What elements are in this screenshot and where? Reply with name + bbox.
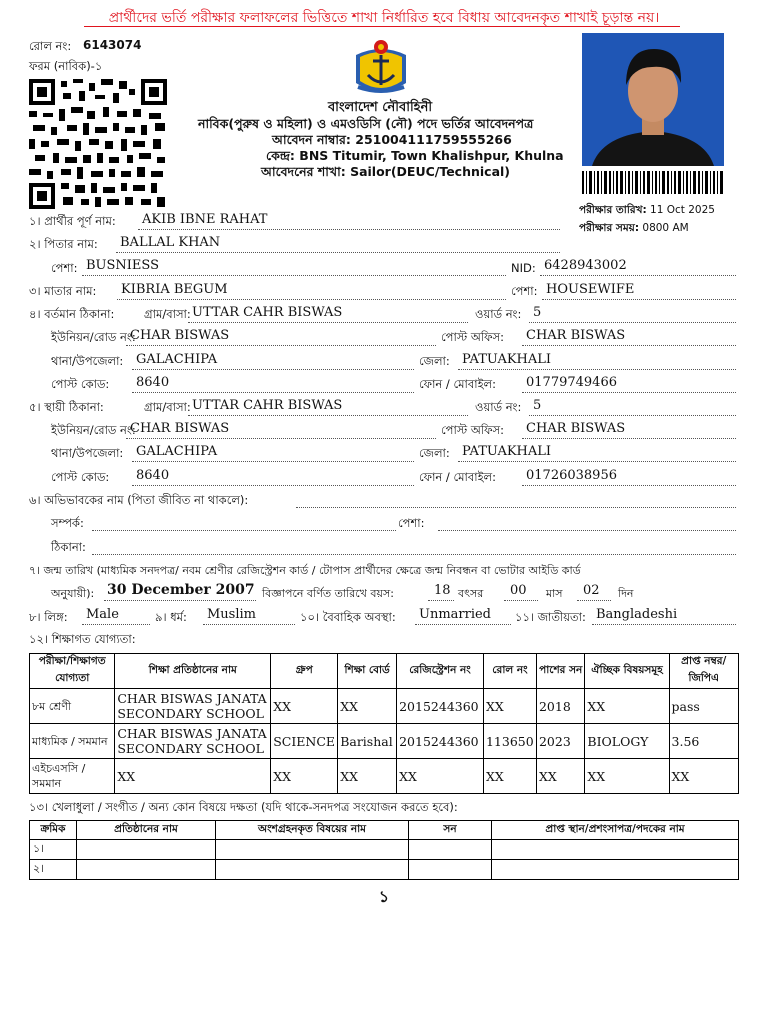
religion-value: Muslim bbox=[207, 607, 256, 622]
dotted-line bbox=[529, 322, 736, 323]
dotted-line bbox=[188, 322, 468, 323]
table-header: পরীক্ষা/শিক্ষাগত যোগ্যতা bbox=[30, 654, 115, 689]
table-cell: XX bbox=[585, 759, 669, 794]
permanent-thana-label: থানা/উপজেলা: bbox=[51, 446, 124, 460]
table-row bbox=[30, 689, 739, 724]
guardian-occupation-label: পেশা: bbox=[398, 516, 425, 530]
table-cell: XX bbox=[483, 689, 536, 724]
dotted-line bbox=[188, 415, 468, 416]
marital-status-label: ১০। বৈবাহিক অবস্থা: bbox=[300, 610, 396, 624]
nationality-value: Bangladeshi bbox=[596, 607, 678, 622]
table-header: পাশের সন bbox=[536, 654, 584, 689]
dotted-line bbox=[296, 507, 736, 508]
table-cell: pass bbox=[669, 689, 738, 724]
dotted-line bbox=[203, 624, 295, 625]
center-label: কেন্দ্র: bbox=[266, 148, 295, 163]
table-cell bbox=[492, 840, 739, 860]
dotted-line bbox=[132, 369, 414, 370]
table-cell: XX bbox=[483, 759, 536, 794]
table-cell: XX bbox=[397, 759, 484, 794]
dotted-line bbox=[504, 600, 538, 601]
dotted-line bbox=[529, 415, 736, 416]
table-row bbox=[30, 860, 739, 880]
present-po-label: পোস্ট অফিস: bbox=[441, 330, 505, 344]
table-cell bbox=[77, 840, 216, 860]
table-cell bbox=[409, 840, 492, 860]
present-phone: 01779749466 bbox=[526, 375, 617, 390]
table-cell: 113650 bbox=[483, 724, 536, 759]
present-district-label: জেলা: bbox=[419, 354, 450, 368]
present-village: UTTAR CAHR BISWAS bbox=[192, 305, 343, 320]
guardian-relation-label: সম্পর্ক: bbox=[51, 516, 84, 530]
applicant-photo bbox=[582, 33, 724, 166]
age-years-label: বৎসর bbox=[458, 587, 484, 600]
org-name: বাংলাদেশ নৌবাহিনী bbox=[327, 100, 433, 115]
dotted-line bbox=[116, 252, 560, 253]
table-header: রোল নং bbox=[483, 654, 536, 689]
permanent-postcode: 8640 bbox=[136, 468, 170, 483]
table-row bbox=[30, 724, 739, 759]
permanent-union: CHAR BISWAS bbox=[130, 421, 230, 436]
present-phone-label: ফোন / মোবাইল: bbox=[419, 377, 497, 391]
education-header-row bbox=[30, 654, 739, 689]
dotted-line bbox=[522, 485, 736, 486]
exam-date-label: পরীক্ষার তারিখ: bbox=[579, 204, 647, 216]
skills-table bbox=[29, 820, 739, 880]
table-cell: Barishal bbox=[338, 724, 397, 759]
birth-date-label: অনুযায়ী): bbox=[51, 587, 95, 600]
marital-status-value: Unmarried bbox=[419, 607, 492, 622]
permanent-address-label: ৫। স্থায়ী ঠিকানা: bbox=[29, 400, 104, 414]
nationality-label: ১১। জাতীয়তা: bbox=[515, 610, 586, 624]
dotted-line bbox=[522, 392, 736, 393]
permanent-phone-label: ফোন / মোবাইল: bbox=[419, 470, 497, 484]
age-days: 02 bbox=[583, 583, 600, 598]
table-header: প্রতিষ্ঠানের নাম bbox=[77, 821, 216, 840]
exam-date-value: 11 Oct 2025 bbox=[650, 204, 715, 216]
dotted-line bbox=[438, 530, 736, 531]
skills-label: ১৩। খেলাধুলা / সংগীত / অন্য কোন বিষয়ে দক্ষতা (যদি থাকে-সনদপত্র সংযোজন করতে হবে): bbox=[29, 800, 458, 814]
age-days-label: দিন bbox=[618, 587, 634, 600]
table-cell: 2018 bbox=[536, 689, 584, 724]
present-union-label: ইউনিয়ন/রোড নং: bbox=[51, 330, 136, 344]
branch-label: আবেদনের শাখা: bbox=[261, 164, 346, 179]
dotted-line bbox=[522, 438, 736, 439]
present-thana: GALACHIPA bbox=[136, 352, 218, 367]
table-row bbox=[30, 759, 739, 794]
exam-date bbox=[579, 203, 715, 220]
dotted-line bbox=[592, 624, 736, 625]
table-cell: CHAR BISWAS JANATA SECONDARY SCHOOL bbox=[115, 724, 271, 759]
education-label: ১২। শিক্ষাগত যোগ্যতা: bbox=[29, 632, 136, 646]
dotted-line bbox=[458, 461, 736, 462]
nid-label: NID: bbox=[511, 261, 536, 275]
nid-value: 6428943002 bbox=[544, 258, 627, 273]
birth-date-value: 30 December 2007 bbox=[107, 582, 255, 598]
mother-occupation-label: পেশা: bbox=[511, 284, 538, 298]
present-union: CHAR BISWAS bbox=[130, 328, 230, 343]
father-occupation: BUSNIESS bbox=[86, 258, 159, 273]
gender-label: ৮। লিঙ্গ: bbox=[29, 610, 68, 624]
permanent-village: UTTAR CAHR BISWAS bbox=[192, 398, 343, 413]
permanent-po-label: পোস্ট অফিস: bbox=[441, 423, 505, 437]
father-name: BALLAL KHAN bbox=[120, 235, 221, 250]
present-postcode-label: পোস্ট কোড: bbox=[51, 377, 110, 391]
skills-header-row bbox=[30, 821, 739, 840]
table-cell: XX bbox=[536, 759, 584, 794]
table-header: প্রাপ্ত স্থান/প্রশংসাপত্র/পদকের নাম bbox=[492, 821, 739, 840]
dotted-line bbox=[132, 485, 414, 486]
applicant-name: AKIB IBNE RAHAT bbox=[142, 212, 268, 227]
dotted-line bbox=[126, 345, 436, 346]
table-cell: CHAR BISWAS JANATA SECONDARY SCHOOL bbox=[115, 689, 271, 724]
permanent-thana: GALACHIPA bbox=[136, 444, 218, 459]
age-months: 00 bbox=[510, 583, 527, 598]
mother-occupation: HOUSEWIFE bbox=[546, 282, 635, 297]
present-ward-label: ওয়ার্ড নং: bbox=[475, 307, 522, 321]
birth-date-description: ৭। জন্ম তারিখ (মাধ্যমিক সনদপত্র/ নবম শ্রেণীর রেজিস্ট্রেশন কার্ড / টোপাস প্রার্থীদের ক্ষেত্রে জন্ম নিবন্ধন বা ভোটার আইডি কার্ড bbox=[29, 564, 581, 577]
father-occupation-label: পেশা: bbox=[51, 261, 78, 275]
exam-time-label: পরীক্ষার সময়: bbox=[579, 222, 640, 234]
dotted-line bbox=[117, 299, 506, 300]
mother-name: KIBRIA BEGUM bbox=[121, 282, 228, 297]
table-cell: ১। bbox=[30, 840, 77, 860]
dotted-line bbox=[415, 624, 511, 625]
permanent-phone: 01726038956 bbox=[526, 468, 617, 483]
dotted-line bbox=[132, 461, 414, 462]
page-number: ১ bbox=[378, 887, 390, 906]
roll-value: 6143074 bbox=[83, 38, 142, 52]
permanent-district-label: জেলা: bbox=[419, 446, 450, 460]
exam-time-value: 0800 AM bbox=[642, 222, 689, 234]
present-postcode: 8640 bbox=[136, 375, 170, 390]
table-header: ঐচ্ছিক বিষয়সমূহ bbox=[585, 654, 669, 689]
table-cell: XX bbox=[338, 689, 397, 724]
present-ward: 5 bbox=[533, 305, 542, 320]
table-cell bbox=[216, 840, 409, 860]
dotted-line bbox=[126, 438, 436, 439]
table-cell: ২। bbox=[30, 860, 77, 880]
dotted-line bbox=[428, 600, 454, 601]
gender-value: Male bbox=[86, 607, 119, 622]
qr-code bbox=[29, 79, 167, 209]
table-cell bbox=[409, 860, 492, 880]
table-cell: BIOLOGY bbox=[585, 724, 669, 759]
name-label: ১। প্রার্থীর পূর্ণ নাম: bbox=[29, 214, 116, 228]
barcode bbox=[582, 171, 724, 194]
dotted-line bbox=[92, 530, 396, 531]
form-label: ফরম (নাবিক)-১ bbox=[29, 59, 103, 73]
table-cell: XX bbox=[338, 759, 397, 794]
education-table bbox=[29, 653, 739, 794]
table-header: শিক্ষা বোর্ড bbox=[338, 654, 397, 689]
branch-value: Sailor(DEUC/Technical) bbox=[350, 164, 511, 179]
table-header: অংশগ্রহনকৃত বিষয়ের নাম bbox=[216, 821, 409, 840]
application-number: আবেদন নাম্বার: 251004111759555266 bbox=[272, 132, 512, 147]
table-cell: XX bbox=[585, 689, 669, 724]
present-post-office: CHAR BISWAS bbox=[526, 328, 626, 343]
age-months-label: মাস bbox=[546, 587, 563, 600]
dotted-line bbox=[82, 624, 150, 625]
navy-emblem-icon bbox=[352, 37, 410, 97]
dotted-line bbox=[138, 229, 560, 230]
dotted-line bbox=[82, 275, 506, 276]
table-header: গ্রুপ bbox=[271, 654, 338, 689]
table-cell: SCIENCE bbox=[271, 724, 338, 759]
guardian-address-label: ঠিকানা: bbox=[51, 540, 86, 554]
present-district: PATUAKHALI bbox=[462, 352, 552, 367]
dotted-line bbox=[458, 369, 736, 370]
table-cell: 2015244360 bbox=[397, 724, 484, 759]
table-header: রেজিস্ট্রেশন নং bbox=[397, 654, 484, 689]
age-label: বিজ্ঞাপনে বর্ণিত তারিখে বয়স: bbox=[262, 587, 394, 600]
table-header: প্রাপ্ত নম্বর/জিপিএ bbox=[669, 654, 738, 689]
roll-label: রোল নং: bbox=[29, 39, 72, 53]
table-cell: XX bbox=[115, 759, 271, 794]
present-thana-label: থানা/উপজেলা: bbox=[51, 354, 124, 368]
dotted-line bbox=[104, 600, 256, 601]
present-address-label: ৪। বর্তমান ঠিকানা: bbox=[29, 307, 115, 321]
table-cell: XX bbox=[271, 689, 338, 724]
dotted-line bbox=[577, 600, 611, 601]
religion-label: ৯। ধর্ম: bbox=[155, 610, 187, 624]
table-header: ক্রমিক bbox=[30, 821, 77, 840]
table-cell: XX bbox=[271, 759, 338, 794]
notice-underline bbox=[84, 26, 680, 27]
center-value: BNS Titumir, Town Khalishpur, Khulna bbox=[299, 148, 564, 163]
permanent-village-label: গ্রাম/বাসা: bbox=[144, 400, 191, 414]
age-years: 18 bbox=[434, 583, 451, 598]
dotted-line bbox=[132, 392, 414, 393]
permanent-union-label: ইউনিয়ন/রোড নং: bbox=[51, 423, 136, 437]
table-cell: 2023 bbox=[536, 724, 584, 759]
table-cell: XX bbox=[669, 759, 738, 794]
exam-time bbox=[579, 221, 689, 238]
table-header: সন bbox=[409, 821, 492, 840]
table-cell: এইচএসসি / সমমান bbox=[30, 759, 115, 794]
table-cell bbox=[77, 860, 216, 880]
father-label: ২। পিতার নাম: bbox=[29, 237, 98, 251]
dotted-line bbox=[92, 554, 736, 555]
permanent-post-office: CHAR BISWAS bbox=[526, 421, 626, 436]
dotted-line bbox=[540, 275, 736, 276]
permanent-ward-label: ওয়ার্ড নং: bbox=[475, 400, 522, 414]
dotted-line bbox=[522, 345, 736, 346]
table-row bbox=[30, 840, 739, 860]
table-cell: মাধ্যমিক / সমমান bbox=[30, 724, 115, 759]
table-header: শিক্ষা প্রতিষ্ঠানের নাম bbox=[115, 654, 271, 689]
guardian-label: ৬। অভিভাবকের নাম (পিতা জীবিত না থাকলে): bbox=[29, 493, 249, 507]
present-village-label: গ্রাম/বাসা: bbox=[144, 307, 191, 321]
applied-branch bbox=[261, 164, 510, 184]
permanent-postcode-label: পোস্ট কোড: bbox=[51, 470, 110, 484]
permanent-ward: 5 bbox=[533, 398, 542, 413]
dotted-line bbox=[542, 299, 736, 300]
table-cell: 3.56 bbox=[669, 724, 738, 759]
table-cell bbox=[216, 860, 409, 880]
permanent-district: PATUAKHALI bbox=[462, 444, 552, 459]
notice-text: প্রার্থীদের ভর্তি পরীক্ষার ফলাফলের ভিত্তিতে শাখা নির্ধারিত হবে বিধায় আবেদনকৃত শাখাই চূড়ান্ত নয়। bbox=[108, 10, 660, 26]
table-cell: ৮ম শ্রেণী bbox=[30, 689, 115, 724]
form-title: নাবিক(পুরুষ ও মহিলা) ও এমওডিসি (নৌ) পদে ভর্তির আবেদনপত্র bbox=[198, 116, 534, 131]
mother-label: ৩। মাতার নাম: bbox=[29, 284, 97, 298]
table-cell: 2015244360 bbox=[397, 689, 484, 724]
table-cell bbox=[492, 860, 739, 880]
